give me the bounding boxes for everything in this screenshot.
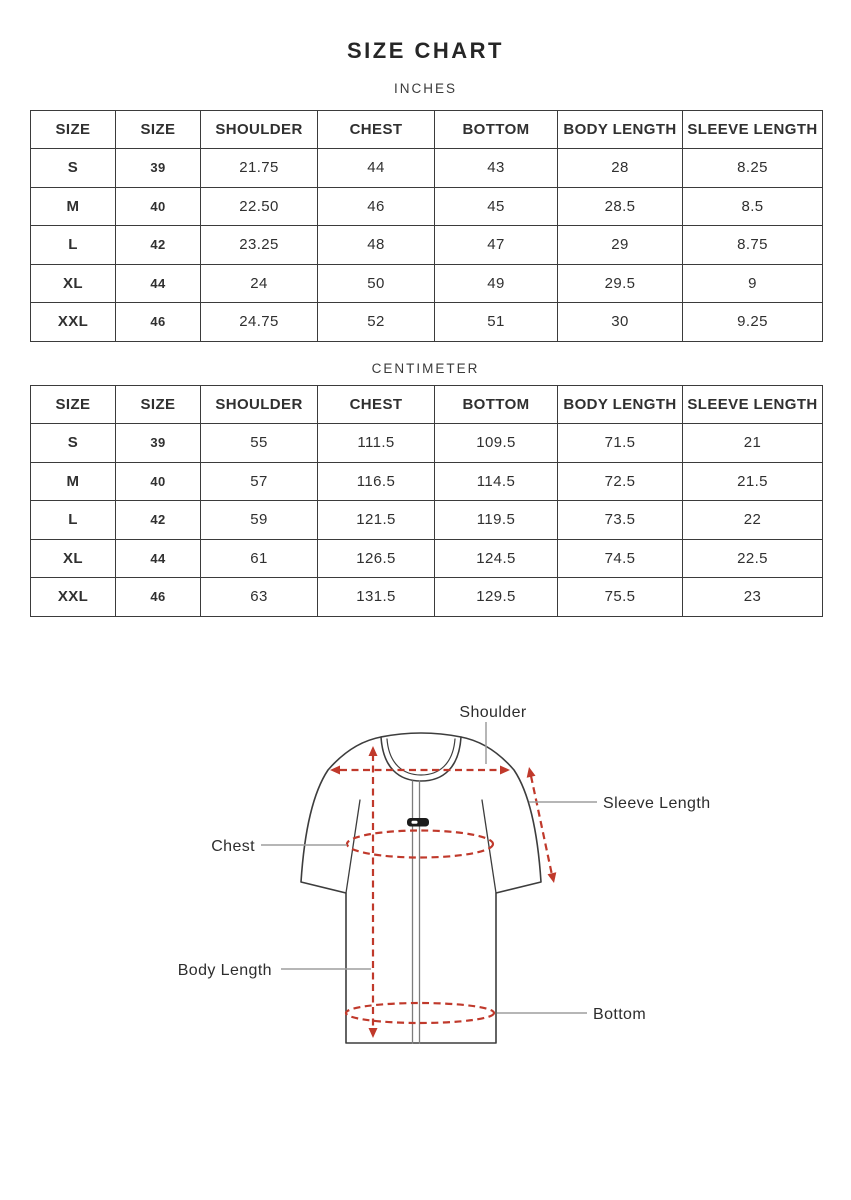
table-cell: 73.5	[558, 501, 683, 540]
table-cell: 8.25	[683, 149, 823, 188]
table-cell: 119.5	[435, 501, 558, 540]
table-cell: 29	[558, 226, 683, 265]
table-cell: 40	[116, 187, 201, 226]
table-cell: 48	[318, 226, 435, 265]
table-cell: 24.75	[201, 303, 318, 342]
table-cell: 49	[435, 264, 558, 303]
shoulder-label: Shoulder	[459, 704, 527, 721]
arrowhead-sleeve-top	[527, 767, 536, 778]
tshirt-measurement-diagram	[0, 690, 851, 1070]
size-table-centimeter	[30, 385, 823, 617]
table-cell: 28	[558, 149, 683, 188]
table-cell: 57	[201, 462, 318, 501]
table-cell: 59	[201, 501, 318, 540]
table-cell: 126.5	[318, 539, 435, 578]
table-row	[31, 539, 823, 578]
table-cell: 39	[116, 149, 201, 188]
table-row	[31, 187, 823, 226]
column-header: SIZE	[31, 111, 116, 149]
table-cell: 46	[116, 578, 201, 617]
column-header: SIZE	[116, 386, 201, 424]
chest-label: Chest	[211, 838, 255, 855]
table-cell: 74.5	[558, 539, 683, 578]
table-cell: 111.5	[318, 424, 435, 463]
table-row	[31, 303, 823, 342]
table-cell: 21.75	[201, 149, 318, 188]
table-cell: S	[31, 149, 116, 188]
table-cell: 114.5	[435, 462, 558, 501]
table-row	[31, 501, 823, 540]
table-cell: 28.5	[558, 187, 683, 226]
table-cell: 24	[201, 264, 318, 303]
table-cell: 42	[116, 501, 201, 540]
table-cell: 30	[558, 303, 683, 342]
table-row	[31, 578, 823, 617]
column-header: CHEST	[318, 111, 435, 149]
table-cell: 40	[116, 462, 201, 501]
table-cell: 124.5	[435, 539, 558, 578]
sleeve-length-label: Sleeve Length	[603, 795, 711, 812]
column-header: SLEEVE LENGTH	[683, 386, 823, 424]
table-row	[31, 264, 823, 303]
table-cell: 42	[116, 226, 201, 265]
table-cell: 50	[318, 264, 435, 303]
column-header: BODY LENGTH	[558, 111, 683, 149]
arrowhead-sleeve-bottom	[548, 872, 557, 883]
units-label-centimeter: CENTIMETER	[371, 361, 480, 376]
table-cell: 72.5	[558, 462, 683, 501]
table-cell: 29.5	[558, 264, 683, 303]
table-cell: L	[31, 501, 116, 540]
table-cell: 45	[435, 187, 558, 226]
table-cell: 44	[318, 149, 435, 188]
table-cell: XL	[31, 539, 116, 578]
table-cell: XL	[31, 264, 116, 303]
table-cell: 63	[201, 578, 318, 617]
column-header: SIZE	[116, 111, 201, 149]
table-cell: 71.5	[558, 424, 683, 463]
table-header-row	[31, 111, 823, 149]
table-cell: 44	[116, 539, 201, 578]
table-cell: 22.50	[201, 187, 318, 226]
table-row	[31, 462, 823, 501]
column-header: SHOULDER	[201, 386, 318, 424]
table-cell: 52	[318, 303, 435, 342]
table-cell: 129.5	[435, 578, 558, 617]
table-cell: 21	[683, 424, 823, 463]
column-header: BOTTOM	[435, 386, 558, 424]
table-cell: 61	[201, 539, 318, 578]
table-cell: S	[31, 424, 116, 463]
table-cell: M	[31, 187, 116, 226]
placket-button	[407, 818, 429, 827]
table-cell: 46	[318, 187, 435, 226]
column-header: BOTTOM	[435, 111, 558, 149]
column-header: SIZE	[31, 386, 116, 424]
column-header: BODY LENGTH	[558, 386, 683, 424]
table-cell: 55	[201, 424, 318, 463]
size-table-inches	[30, 110, 823, 342]
table-cell: L	[31, 226, 116, 265]
table-cell: XXL	[31, 303, 116, 342]
column-header: SHOULDER	[201, 111, 318, 149]
units-label-inches: INCHES	[393, 81, 457, 96]
page-title: SIZE CHART	[347, 38, 504, 63]
table-cell: 131.5	[318, 578, 435, 617]
table-cell: XXL	[31, 578, 116, 617]
placket-button-detail	[412, 821, 418, 824]
table-cell: 75.5	[558, 578, 683, 617]
table-row	[31, 424, 823, 463]
table-cell: 47	[435, 226, 558, 265]
table-cell: 22	[683, 501, 823, 540]
table-cell: 109.5	[435, 424, 558, 463]
bottom-label: Bottom	[593, 1006, 647, 1023]
body-length-label: Body Length	[177, 962, 272, 979]
table-cell: 46	[116, 303, 201, 342]
tshirt-outline	[301, 733, 541, 1043]
table-cell: 23.25	[201, 226, 318, 265]
table-cell: 51	[435, 303, 558, 342]
table-cell: 43	[435, 149, 558, 188]
table-cell: 121.5	[318, 501, 435, 540]
table-cell: 8.75	[683, 226, 823, 265]
table-cell: 116.5	[318, 462, 435, 501]
tshirt-drawing	[301, 733, 541, 1043]
table-cell: 21.5	[683, 462, 823, 501]
table-header-row	[31, 386, 823, 424]
table-cell: 9.25	[683, 303, 823, 342]
table-row	[31, 149, 823, 188]
table-cell: 8.5	[683, 187, 823, 226]
table-cell: 9	[683, 264, 823, 303]
table-cell: 44	[116, 264, 201, 303]
table-cell: M	[31, 462, 116, 501]
column-header: CHEST	[318, 386, 435, 424]
table-row	[31, 226, 823, 265]
table-cell: 23	[683, 578, 823, 617]
column-header: SLEEVE LENGTH	[683, 111, 823, 149]
table-cell: 22.5	[683, 539, 823, 578]
table-cell: 39	[116, 424, 201, 463]
